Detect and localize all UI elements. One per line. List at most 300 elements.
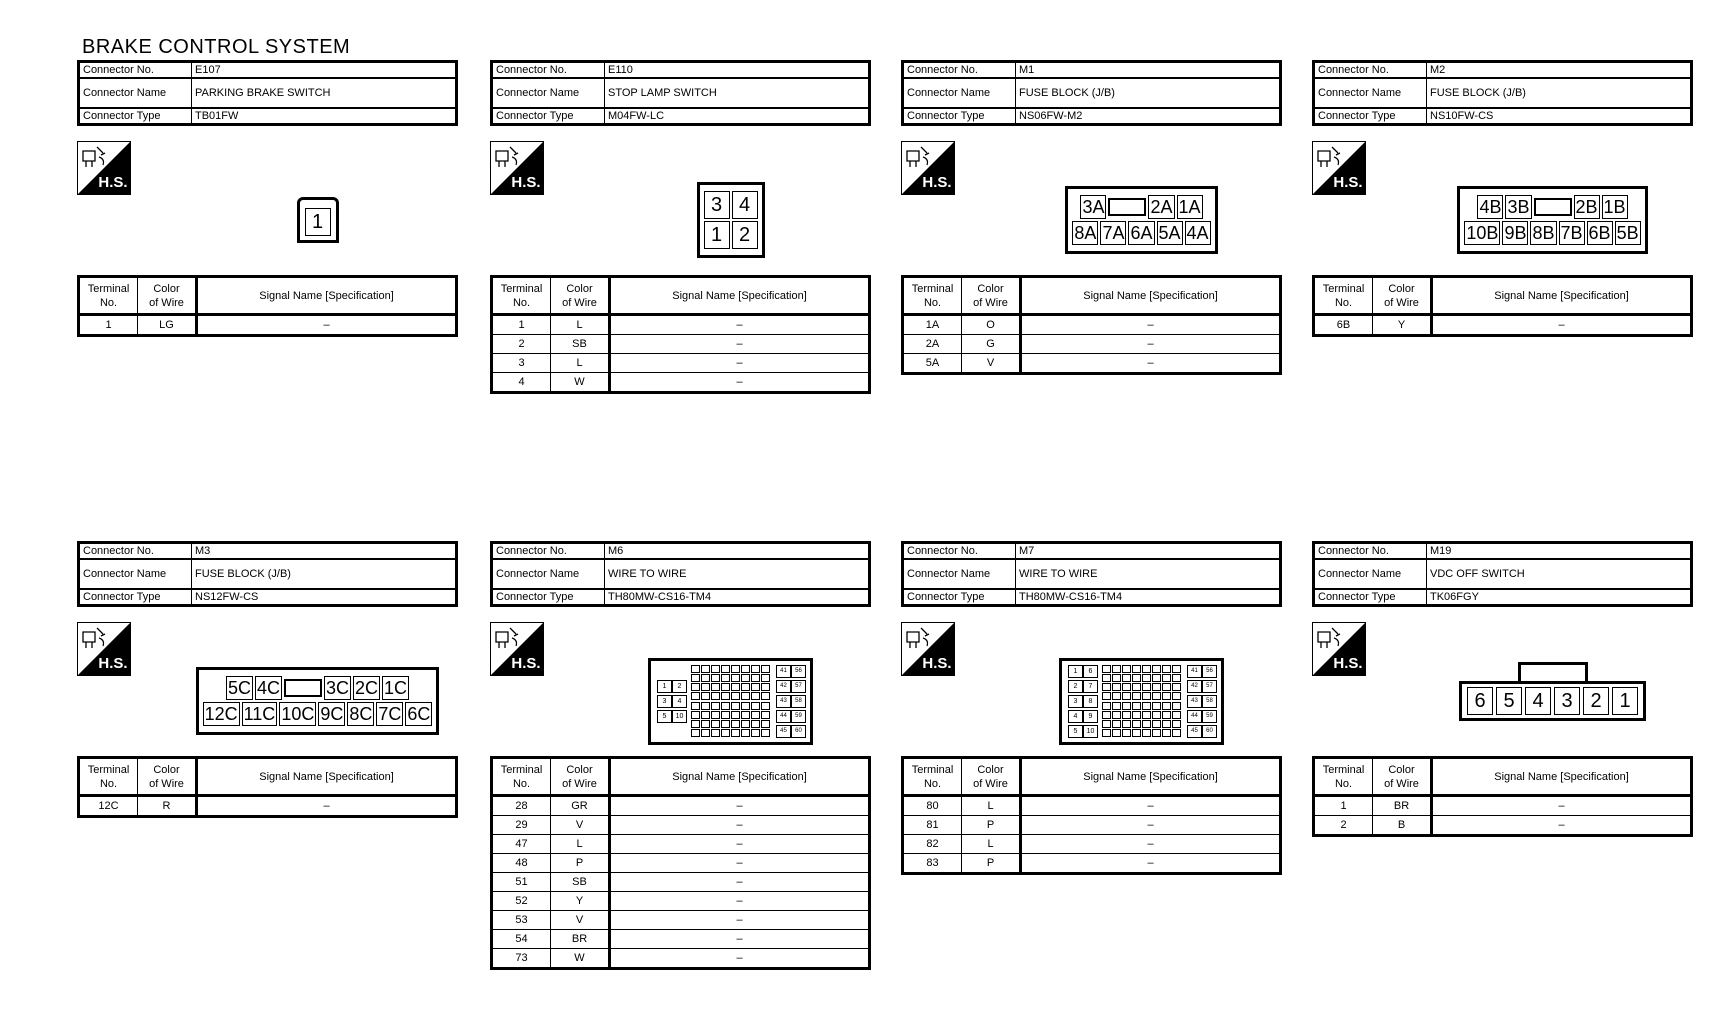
- header-signal: Signal Name [Specification]: [672, 770, 807, 783]
- connector-name: VDC OFF SWITCH: [1430, 568, 1525, 580]
- table-row: [492, 854, 870, 873]
- signal-name: –: [1147, 319, 1154, 331]
- connector-pin: [701, 692, 710, 700]
- wire-color: L: [576, 838, 583, 850]
- connector-face: [1457, 186, 1647, 254]
- connector-pin: 2A: [1150, 197, 1173, 217]
- connector-pin: 45: [1187, 725, 1202, 738]
- table-row: [1314, 315, 1692, 336]
- wire-color: P: [575, 857, 584, 869]
- connector-pin: 1A: [1178, 197, 1201, 217]
- header-color: of Wire: [562, 296, 597, 309]
- connector-pin: [1152, 665, 1161, 673]
- header-color: of Wire: [973, 296, 1008, 309]
- header-terminal: Terminal: [1322, 763, 1365, 776]
- table-row: [79, 796, 457, 817]
- header-terminal: No.: [923, 777, 942, 790]
- info-label: Connector Name: [1318, 568, 1402, 580]
- wire-color: V: [575, 819, 584, 831]
- wire-color: V: [575, 914, 584, 926]
- header-color: Color: [566, 282, 593, 295]
- connector-pin: [751, 720, 760, 728]
- connector-block: [77, 541, 458, 921]
- header-color: Color: [1388, 763, 1415, 776]
- connector-pin: [1102, 665, 1111, 673]
- table-row: [903, 796, 1281, 816]
- connector-pin: [1172, 692, 1181, 700]
- wire-color: GR: [571, 800, 588, 812]
- connector-pin: [741, 711, 750, 719]
- table-row: [492, 796, 870, 816]
- connector-pin: [741, 683, 750, 691]
- terminal-number: 2: [1340, 819, 1347, 831]
- signal-name: –: [323, 800, 330, 812]
- connector-pin: [1102, 674, 1111, 682]
- signal-name: –: [1147, 800, 1154, 812]
- header-terminal: Terminal: [87, 763, 130, 776]
- connector-pin: [741, 729, 750, 737]
- signal-name: –: [736, 952, 743, 964]
- info-label: Connector Name: [907, 568, 991, 580]
- connector-pin: 1: [704, 221, 730, 249]
- table-row: [903, 335, 1281, 354]
- table-row: [492, 373, 870, 393]
- connector-pin: [731, 720, 740, 728]
- header-signal: Signal Name [Specification]: [1083, 770, 1218, 783]
- connector-pin: [1122, 720, 1131, 728]
- connector-pin: [691, 692, 700, 700]
- connector-info-table: [901, 60, 1282, 126]
- info-label: Connector Name: [1318, 87, 1402, 99]
- connector-pin: [1112, 729, 1121, 737]
- connector-pin: 10: [672, 710, 687, 723]
- connector-number: E107: [195, 64, 221, 76]
- terminal-number: 3: [518, 357, 525, 369]
- connector-pin: 57: [1202, 680, 1217, 693]
- connector-pin: [751, 729, 760, 737]
- wire-color: P: [986, 857, 995, 869]
- connector-pin: [1162, 674, 1171, 682]
- terminal-number: 1: [1340, 800, 1347, 812]
- connector-pin: [1122, 692, 1131, 700]
- connector-pin: [1102, 692, 1111, 700]
- connector-pin: 1C: [384, 678, 408, 698]
- signal-name: –: [1147, 819, 1154, 831]
- connector-pin: [1162, 729, 1171, 737]
- connector-pin: [731, 665, 740, 673]
- connector-pin: 5C: [227, 678, 251, 698]
- connector-pin: [1142, 665, 1151, 673]
- info-label: Connector Name: [83, 87, 167, 99]
- signal-name: –: [736, 800, 743, 812]
- connector-type: NS06FW-M2: [1019, 110, 1083, 122]
- connector-pin: 4: [672, 695, 687, 708]
- connector-pin: 7A: [1102, 223, 1125, 243]
- signal-name: –: [736, 933, 743, 945]
- connector-pin: 4: [1068, 710, 1083, 723]
- header-signal: Signal Name [Specification]: [1083, 289, 1218, 302]
- connector-face: [1065, 186, 1217, 254]
- connector-face: [648, 658, 813, 745]
- info-label: Connector No.: [83, 545, 154, 557]
- terminal-number: 82: [926, 838, 939, 850]
- connector-number: M2: [1430, 64, 1446, 76]
- header-color: of Wire: [562, 777, 597, 790]
- wire-color: R: [162, 800, 171, 812]
- connector-pin: [1122, 702, 1131, 710]
- harness-side-icon: [490, 622, 544, 676]
- wire-color: W: [574, 952, 585, 964]
- connector-pin: 56: [791, 665, 806, 678]
- terminal-table: [490, 275, 871, 394]
- connector-pin: [761, 711, 770, 719]
- connector-pin: [1172, 729, 1181, 737]
- terminal-table: [77, 275, 458, 337]
- connector-pin: [1132, 665, 1141, 673]
- connector-pin: [721, 729, 730, 737]
- signal-name: –: [736, 319, 743, 331]
- connector-type: TB01FW: [195, 110, 239, 122]
- connector-pin: [1102, 683, 1111, 691]
- connector-pin: [731, 692, 740, 700]
- connector-pin: 12C: [204, 704, 238, 724]
- wire-color: SB: [572, 876, 587, 888]
- hs-label: H.S.: [511, 655, 541, 672]
- connector-pin: [721, 665, 730, 673]
- connector-pin: [1152, 729, 1161, 737]
- connector-pin: 44: [776, 710, 791, 723]
- connector-number: M7: [1019, 545, 1035, 557]
- terminal-number: 80: [926, 800, 939, 812]
- harness-side-icon: [77, 141, 131, 195]
- connector-pin: [701, 683, 710, 691]
- signal-name: –: [1147, 857, 1154, 869]
- connector-pin: [741, 720, 750, 728]
- connector-pin: [1112, 683, 1121, 691]
- harness-side-icon: [490, 141, 544, 195]
- header-terminal: Terminal: [911, 282, 954, 295]
- terminal-number: 54: [515, 933, 528, 945]
- connector-pin: 6: [1083, 665, 1098, 678]
- connector-pin: [711, 674, 720, 682]
- connector-pin: [1142, 720, 1151, 728]
- connector-pin: 60: [1202, 725, 1217, 738]
- connector-pin: 5A: [1158, 223, 1181, 243]
- connector-pin: [721, 692, 730, 700]
- header-color: of Wire: [1384, 296, 1419, 309]
- connector-pin: 56: [1202, 665, 1217, 678]
- connector-pin: [711, 665, 720, 673]
- wire-color: BR: [1393, 800, 1410, 812]
- header-color: Color: [1388, 282, 1415, 295]
- connector-block: [901, 60, 1282, 440]
- connector-pin: [1132, 692, 1141, 700]
- connector-pin: [761, 692, 770, 700]
- terminal-number: 29: [515, 819, 528, 831]
- connector-info-table: [490, 541, 871, 607]
- wire-color: L: [987, 800, 994, 812]
- connector-pin: 10: [1083, 725, 1098, 738]
- header-terminal: No.: [512, 777, 531, 790]
- connector-pin: 3: [657, 695, 672, 708]
- connector-pin: 8: [1083, 695, 1098, 708]
- header-terminal: No.: [1334, 777, 1353, 790]
- header-terminal: Terminal: [87, 282, 130, 295]
- connector-pin: [711, 683, 720, 691]
- connector-pin: [1162, 720, 1171, 728]
- connector-pin: [1142, 711, 1151, 719]
- terminal-number: 83: [926, 857, 939, 869]
- hs-label: H.S.: [511, 174, 541, 191]
- connector-pin: 58: [791, 695, 806, 708]
- harness-side-icon: [1312, 622, 1366, 676]
- connector-pin: 1: [1612, 687, 1638, 715]
- connector-pin: 6: [1467, 687, 1493, 715]
- harness-side-icon: [1312, 141, 1366, 195]
- hs-label: H.S.: [98, 655, 128, 672]
- info-label: Connector No.: [907, 545, 978, 557]
- connector-pin: [1132, 702, 1141, 710]
- info-label: Connector No.: [496, 545, 567, 557]
- info-label: Connector No.: [1318, 545, 1389, 557]
- connector-pin: [1112, 711, 1121, 719]
- connector-type: TK06FGY: [1430, 591, 1479, 603]
- connector-pin: 9C: [320, 704, 344, 724]
- table-row: [903, 354, 1281, 374]
- connector-pin: [761, 702, 770, 710]
- terminal-table: [1312, 275, 1693, 337]
- connector-block: [490, 541, 871, 964]
- header-terminal: No.: [512, 296, 531, 309]
- connector-pin: 6C: [407, 704, 431, 724]
- signal-name: –: [1147, 357, 1154, 369]
- connector-pin: 3: [1068, 695, 1083, 708]
- connector-info-table: [490, 60, 871, 126]
- connector-pin: 1B: [1603, 197, 1626, 217]
- info-label: Connector No.: [1318, 64, 1389, 76]
- connector-pin: [691, 720, 700, 728]
- wire-color: B: [1397, 819, 1406, 831]
- connector-face: [297, 197, 339, 243]
- connector-block: [1312, 60, 1693, 440]
- header-signal: Signal Name [Specification]: [259, 289, 394, 302]
- connector-pin: [711, 711, 720, 719]
- connector-pin: 6B: [1588, 223, 1611, 243]
- connector-pin: [1102, 711, 1111, 719]
- table-row: [79, 315, 457, 336]
- connector-pin: [1142, 702, 1151, 710]
- connector-pin: [1142, 729, 1151, 737]
- connector-number: M6: [608, 545, 624, 557]
- connector-pin: 2: [1068, 680, 1083, 693]
- wire-color: Y: [575, 895, 584, 907]
- connector-pin: [1112, 702, 1121, 710]
- connector-pin: 44: [1187, 710, 1202, 723]
- connector-type: NS12FW-CS: [195, 591, 259, 603]
- info-label: Connector Type: [496, 591, 574, 603]
- wire-color: P: [986, 819, 995, 831]
- header-terminal: Terminal: [1322, 282, 1365, 295]
- terminal-table: [1312, 756, 1693, 837]
- connector-pin: [761, 683, 770, 691]
- connector-pin: 7: [1083, 680, 1098, 693]
- connector-block: [901, 541, 1282, 921]
- connector-pin: [691, 702, 700, 710]
- table-row: [903, 835, 1281, 854]
- terminal-number: 51: [515, 876, 528, 888]
- connector-pin: [721, 683, 730, 691]
- info-label: Connector Type: [83, 110, 161, 122]
- connector-pin: [1172, 702, 1181, 710]
- connector-number: M1: [1019, 64, 1035, 76]
- connector-latch: [1108, 198, 1146, 216]
- connector-name: FUSE BLOCK (J/B): [1430, 87, 1526, 99]
- header-color: Color: [566, 763, 593, 776]
- hs-label: H.S.: [1333, 655, 1363, 672]
- wire-color: W: [574, 376, 585, 388]
- connector-face: [1059, 658, 1224, 745]
- connector-info-table: [1312, 60, 1693, 126]
- signal-name: –: [736, 876, 743, 888]
- connector-pin: [721, 702, 730, 710]
- info-label: Connector No.: [496, 64, 567, 76]
- connector-pin: 4: [1525, 687, 1551, 715]
- wire-color: LG: [159, 319, 174, 331]
- connector-latch: [284, 679, 322, 697]
- connector-pin: [1122, 665, 1131, 673]
- wire-color: Y: [1397, 319, 1406, 331]
- connector-pin: 42: [776, 680, 791, 693]
- wire-color: L: [576, 319, 583, 331]
- terminal-number: 2: [518, 338, 525, 350]
- wire-color: V: [986, 357, 995, 369]
- connector-type: TH80MW-CS16-TM4: [608, 591, 712, 603]
- header-signal: Signal Name [Specification]: [672, 289, 807, 302]
- header-terminal: Terminal: [500, 282, 543, 295]
- signal-name: –: [1558, 800, 1565, 812]
- connector-pin: [721, 711, 730, 719]
- info-label: Connector Type: [496, 110, 574, 122]
- hs-label: H.S.: [98, 174, 128, 191]
- connector-face: [697, 182, 765, 258]
- connector-face: [1459, 681, 1646, 721]
- terminal-number: 1A: [925, 319, 940, 331]
- signal-name: –: [736, 376, 743, 388]
- connector-pin: [691, 665, 700, 673]
- connector-pin: 59: [791, 710, 806, 723]
- header-color: Color: [977, 282, 1004, 295]
- signal-name: –: [736, 914, 743, 926]
- connector-pin: [741, 674, 750, 682]
- connector-pin: 41: [776, 665, 791, 678]
- connector-pin: [1152, 720, 1161, 728]
- signal-name: –: [736, 819, 743, 831]
- connector-pin: [731, 702, 740, 710]
- terminal-number: 81: [926, 819, 939, 831]
- connector-info-table: [77, 60, 458, 126]
- terminal-table: [901, 756, 1282, 875]
- connector-pin: [721, 720, 730, 728]
- connector-pin: [761, 729, 770, 737]
- connector-pin: [701, 674, 710, 682]
- header-color: Color: [153, 282, 180, 295]
- connector-pin: [701, 720, 710, 728]
- header-color: of Wire: [149, 296, 184, 309]
- terminal-number: 48: [515, 857, 528, 869]
- connector-pin: 1: [305, 208, 331, 236]
- connector-pin: [1162, 665, 1171, 673]
- wire-color: G: [986, 338, 995, 350]
- signal-name: –: [736, 895, 743, 907]
- header-color: of Wire: [149, 777, 184, 790]
- connector-name: FUSE BLOCK (J/B): [195, 568, 291, 580]
- connector-pin: 4A: [1186, 223, 1209, 243]
- table-row: [492, 892, 870, 911]
- connector-pin: [1102, 729, 1111, 737]
- connector-number: M19: [1430, 545, 1452, 557]
- header-terminal: No.: [1334, 296, 1353, 309]
- connector-pin: 5: [1068, 725, 1083, 738]
- hs-label: H.S.: [922, 655, 952, 672]
- terminal-table: [77, 756, 458, 818]
- connector-pin: [691, 674, 700, 682]
- connector-pin: [1122, 711, 1131, 719]
- signal-name: –: [323, 319, 330, 331]
- table-row: [903, 816, 1281, 835]
- connector-pin: [1172, 683, 1181, 691]
- connector-pin: [761, 720, 770, 728]
- connector-pin: 8B: [1532, 223, 1555, 243]
- table-row: [1314, 796, 1692, 816]
- connector-pin: 58: [1202, 695, 1217, 708]
- header-terminal: No.: [99, 777, 118, 790]
- connector-pin: [1112, 665, 1121, 673]
- header-signal: Signal Name [Specification]: [1494, 770, 1629, 783]
- connector-pin: [741, 665, 750, 673]
- terminal-number: 28: [515, 800, 528, 812]
- connector-pin: 43: [1187, 695, 1202, 708]
- connector-pin: [1162, 711, 1171, 719]
- connector-face: [196, 667, 440, 735]
- table-row: [492, 315, 870, 335]
- harness-side-icon: [901, 622, 955, 676]
- header-terminal: No.: [99, 296, 118, 309]
- connector-pin: [691, 711, 700, 719]
- connector-pin: [751, 711, 760, 719]
- table-row: [492, 816, 870, 835]
- header-terminal: Terminal: [911, 763, 954, 776]
- connector-pin: [731, 711, 740, 719]
- connector-block: [77, 60, 458, 440]
- connector-name: STOP LAMP SWITCH: [608, 87, 717, 99]
- connector-pin: [1162, 692, 1171, 700]
- connector-latch: [1518, 662, 1588, 681]
- connector-type: M04FW-LC: [608, 110, 665, 122]
- info-label: Connector Type: [907, 110, 985, 122]
- connector-pin: [1122, 729, 1131, 737]
- connector-type: NS10FW-CS: [1430, 110, 1494, 122]
- signal-name: –: [1558, 819, 1565, 831]
- table-row: [492, 930, 870, 949]
- connector-pin: 11C: [243, 704, 276, 724]
- terminal-number: 1: [105, 319, 112, 331]
- info-label: Connector No.: [83, 64, 154, 76]
- signal-name: –: [1147, 838, 1154, 850]
- connector-pin: 3B: [1507, 197, 1530, 217]
- connector-pin: [1122, 674, 1131, 682]
- connector-block: [490, 60, 871, 440]
- connector-pin: 3C: [325, 678, 349, 698]
